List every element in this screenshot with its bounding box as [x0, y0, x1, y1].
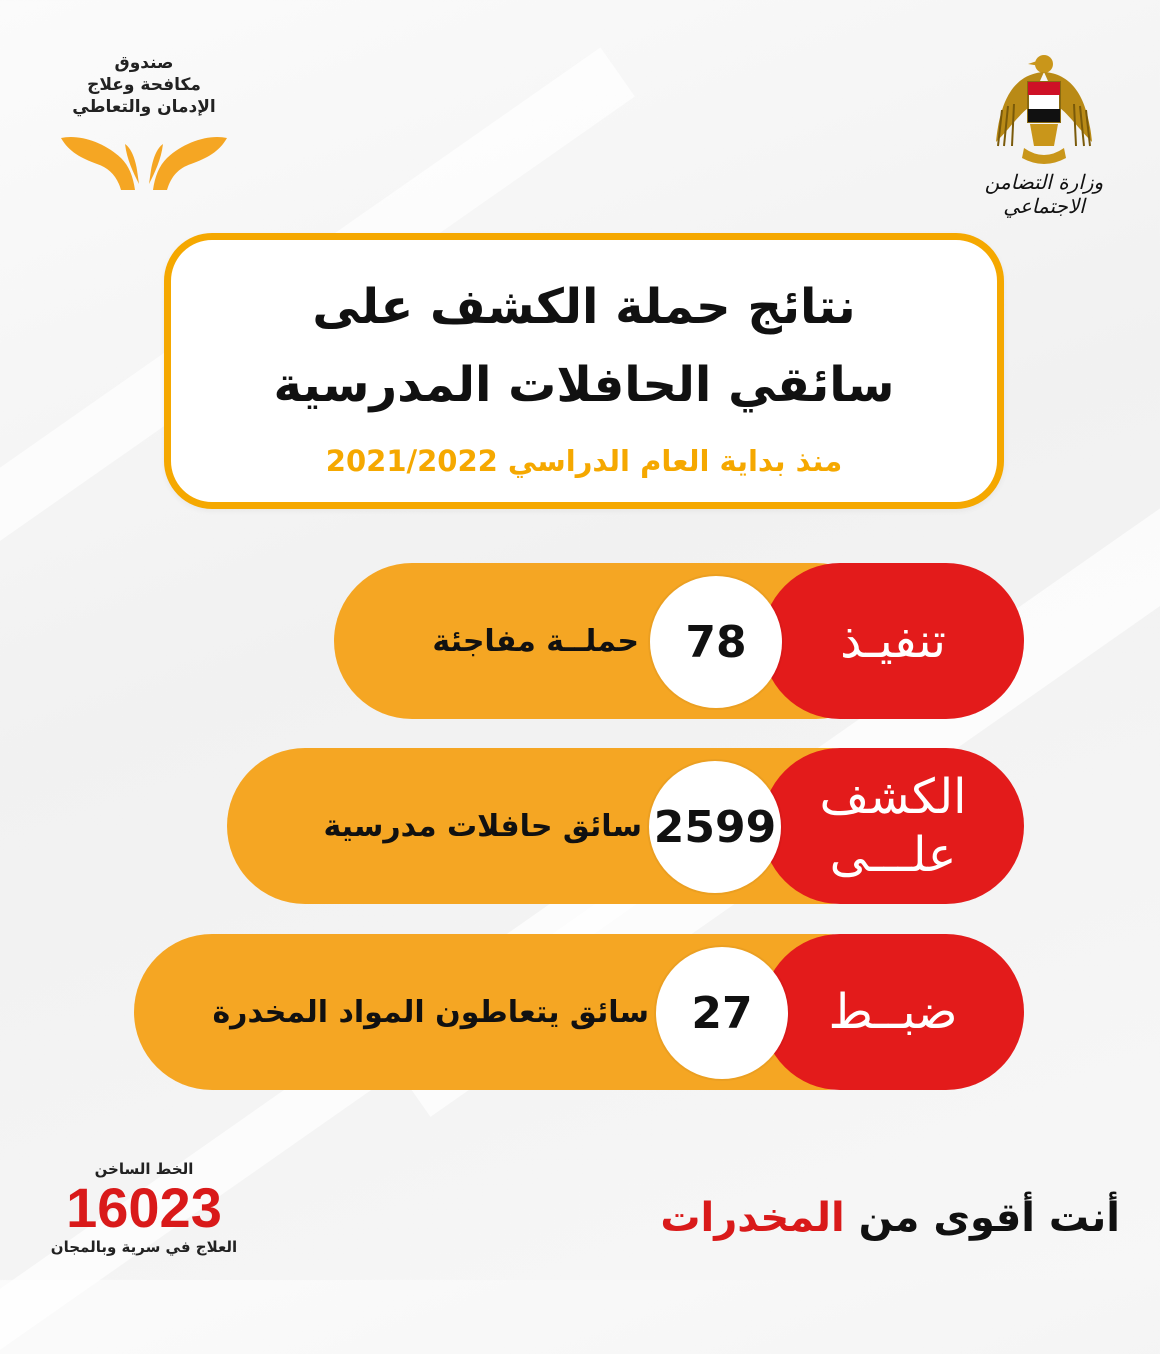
hotline-number: 16023	[67, 1176, 223, 1239]
stat-description: سائق حافلات مدرسية	[324, 808, 643, 844]
stat-value: 78	[686, 616, 748, 668]
stat-value-circle	[651, 576, 783, 708]
stat-value-circle	[650, 761, 782, 893]
title-subtitle: منذ بداية العام الدراسي 2021/2022	[326, 444, 844, 478]
slogan-part-2: المخدرات	[661, 1195, 846, 1241]
fund-logo-line: صندوق	[115, 53, 175, 73]
stat-label: تنفيـذ	[841, 613, 947, 669]
stat-row-tested	[228, 748, 1025, 904]
stat-row-campaigns	[335, 563, 1025, 719]
hotline-label: الخط الساخن	[95, 1160, 195, 1178]
stat-description: حملــة مفاجئة	[433, 623, 640, 659]
title-card	[165, 233, 1005, 509]
ministry-name: وزارة التضامن الاجتماعي	[985, 170, 1105, 218]
stat-label-line: علـــى	[830, 827, 958, 883]
stat-value: 27	[692, 987, 754, 1039]
title-line-2: سائقي الحافلات المدرسية	[274, 357, 896, 413]
stat-value: 2599	[654, 801, 778, 853]
eagle-emblem-icon	[995, 50, 1095, 168]
fund-logo	[55, 52, 235, 192]
hotline-block	[40, 1160, 250, 1256]
stat-label-line: الكشف	[820, 769, 968, 825]
slogan	[661, 1195, 1121, 1241]
fund-logo-line: مكافحة وعلاج	[88, 75, 202, 95]
hotline-subtitle: العلاج في سرية وبالمجان	[51, 1238, 239, 1256]
fund-logo-line: الإدمان والتعاطي	[73, 97, 217, 117]
hands-icon	[60, 124, 230, 192]
stat-label-box	[763, 934, 1025, 1090]
stat-label-box	[763, 563, 1025, 719]
stat-value-circle	[657, 947, 789, 1079]
stat-description: سائق يتعاطون المواد المخدرة	[213, 994, 650, 1030]
title-line-1: نتائج حملة الكشف على	[313, 279, 857, 335]
stat-row-caught	[135, 934, 1025, 1090]
stat-label-box	[763, 748, 1025, 904]
slogan-part-1: أنت أقوى من	[845, 1195, 1121, 1241]
stat-label: ضبــط	[829, 984, 959, 1040]
ministry-logo	[960, 50, 1130, 218]
